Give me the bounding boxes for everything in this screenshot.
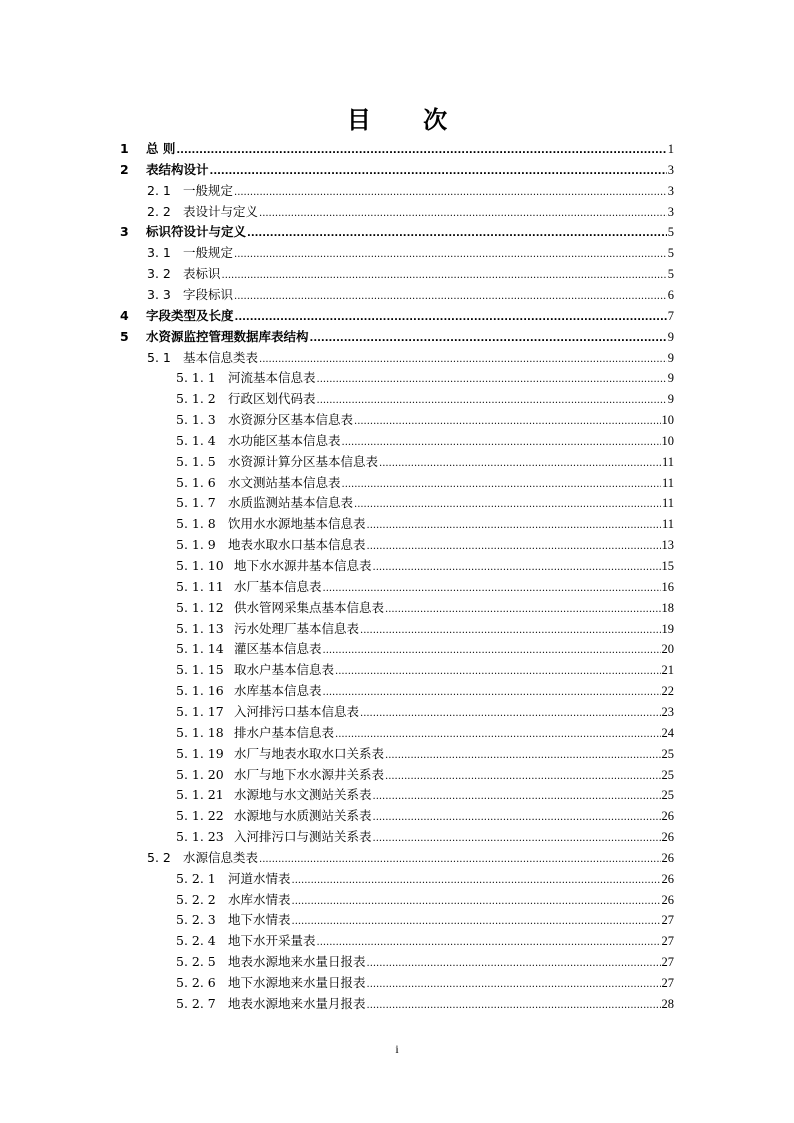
toc-entry-number: 5. 2. 7 [176, 995, 216, 1011]
toc-entry-number: 5. 1. 18 [176, 724, 224, 740]
toc-entry-number: 3. 1 [147, 245, 171, 261]
toc-entry-number: 5. 1. 8 [176, 516, 216, 532]
toc-leader-dots [342, 474, 661, 495]
toc-entry-page: 25 [661, 746, 674, 761]
toc-entry-number: 5. 1. 13 [176, 620, 224, 636]
toc-entry-label: 地表水源地来水量月报表 [228, 995, 366, 1011]
toc-entry-label: 水库水情表 [228, 891, 291, 907]
toc-entry-page: 16 [661, 579, 674, 594]
toc-entry[interactable] [176, 972, 674, 993]
toc-entry-number: 5. 1. 14 [176, 641, 224, 657]
toc-entry-label: 取水户基本信息表 [234, 662, 335, 678]
toc-leader-dots [379, 453, 661, 474]
toc-entry[interactable] [176, 597, 674, 618]
toc-entry-page: 26 [661, 830, 674, 845]
toc-entry-page: 9 [667, 371, 674, 386]
toc-entry[interactable] [147, 847, 674, 868]
toc-entry-page: 24 [661, 725, 674, 740]
toc-entry[interactable] [120, 326, 674, 347]
toc-leader-dots [385, 745, 660, 766]
toc-entry-page: 23 [661, 704, 674, 719]
toc-leader-dots [247, 223, 667, 244]
toc-entry-label: 标识符设计与定义 [146, 224, 247, 240]
toc-leader-dots [367, 536, 661, 557]
toc-entry-label: 表结构设计 [146, 161, 209, 177]
toc-title: 目 次 [346, 106, 470, 134]
toc-entry-page: 9 [667, 329, 674, 344]
toc-entry-number: 3. 2 [147, 266, 171, 282]
toc-entry[interactable] [176, 472, 674, 493]
toc-leader-dots [292, 911, 661, 932]
toc-entry-number: 5. 1. 21 [176, 787, 224, 803]
toc-entry-label: 水厂与地表水取水口关系表 [234, 745, 385, 761]
toc-leader-dots [176, 140, 666, 161]
toc-entry-page: 27 [661, 913, 674, 928]
toc-entry[interactable] [147, 242, 674, 263]
page-number: i [395, 1042, 399, 1056]
toc-entry[interactable] [176, 367, 674, 388]
toc-leader-dots [367, 974, 661, 995]
toc-entry-number: 5. 1. 19 [176, 745, 224, 761]
toc-entry-number: 5. 1. 22 [176, 808, 224, 824]
toc-leader-dots [292, 870, 661, 891]
toc-entry-label: 地下水水源井基本信息表 [234, 558, 372, 573]
toc-entry-number: 5 [120, 328, 129, 344]
toc-leader-dots [373, 828, 661, 849]
toc-entry-number: 2. 2 [147, 203, 171, 219]
toc-leader-dots [234, 182, 667, 203]
toc-entry[interactable] [176, 993, 674, 1014]
toc-entry[interactable] [176, 868, 674, 889]
toc-entry-page: 25 [661, 767, 674, 782]
toc-entry-page: 3 [667, 204, 674, 219]
toc-entry[interactable] [176, 889, 674, 910]
toc-entry[interactable] [176, 701, 674, 722]
toc-leader-dots [310, 328, 667, 349]
toc-entry[interactable] [176, 388, 674, 409]
toc-entry[interactable] [176, 805, 674, 826]
toc-entry-label: 水源地与水质测站关系表 [234, 808, 372, 824]
toc-entry-label: 水资源监控管理数据库表结构 [146, 328, 309, 344]
toc-entry-number: 5. 2. 3 [176, 912, 216, 928]
toc-entry[interactable] [147, 263, 674, 284]
toc-entry-label: 水库基本信息表 [234, 683, 322, 699]
toc-entry[interactable] [176, 722, 674, 743]
toc-leader-dots [259, 849, 660, 870]
toc-leader-dots [234, 244, 667, 265]
toc-entry-page: 11 [661, 517, 674, 532]
toc-entry-label: 地下水源地来水量日报表 [228, 975, 366, 990]
toc-entry[interactable] [120, 159, 674, 180]
toc-entry-label: 供水管网采集点基本信息表 [234, 599, 385, 615]
toc-entry-page: 1 [667, 142, 674, 156]
toc-entry-number: 5. 2. 5 [176, 954, 216, 970]
toc-entry-number: 3. 3 [147, 286, 171, 302]
toc-entry-label: 表标识 [183, 266, 221, 282]
toc-entry-page: 3 [667, 162, 674, 177]
toc-entry[interactable] [176, 680, 674, 701]
toc-entry[interactable] [176, 951, 674, 972]
toc-entry-page: 5 [667, 267, 674, 282]
toc-entry-page: 26 [661, 871, 674, 886]
toc-entry-number: 5. 1. 1 [176, 370, 216, 386]
toc-entry-number: 5. 1. 12 [176, 599, 224, 615]
toc-entry[interactable] [176, 555, 674, 576]
toc-entry-number: 5. 2. 6 [176, 975, 216, 990]
toc-entry-label: 饮用水水源地基本信息表 [228, 516, 366, 532]
toc-leader-dots [292, 891, 661, 912]
toc-leader-dots [373, 557, 661, 578]
toc-entry-page: 15 [661, 559, 674, 573]
toc-entry-page: 26 [661, 892, 674, 907]
toc-entry[interactable] [120, 305, 674, 326]
toc-entry-label: 入河排污口与测站关系表 [234, 829, 372, 845]
toc-entry-label: 灌区基本信息表 [234, 641, 322, 657]
toc-entry[interactable] [147, 347, 674, 368]
toc-entry[interactable] [176, 618, 674, 639]
toc-entry-page: 27 [661, 976, 674, 990]
toc-leader-dots [259, 349, 667, 370]
toc-entry-page: 5 [667, 225, 674, 240]
toc-entry-label: 水功能区基本信息表 [228, 432, 341, 448]
toc-entry-number: 5. 2. 1 [176, 870, 216, 886]
toc-entry[interactable] [176, 743, 674, 764]
toc-leader-dots [317, 932, 661, 953]
toc-entry-number: 5. 1. 20 [176, 766, 224, 782]
toc-leader-dots [367, 515, 661, 536]
toc-entry-page: 19 [661, 621, 674, 636]
toc-entry-label: 水厂与地下水水源井关系表 [234, 766, 385, 782]
toc-entry-page: 13 [661, 538, 674, 553]
toc-entry[interactable] [147, 180, 674, 201]
toc-entry-page: 9 [667, 392, 674, 407]
toc-leader-dots [354, 411, 660, 432]
toc-entry-page: 26 [661, 809, 674, 824]
toc-entry-label: 排水户基本信息表 [234, 724, 335, 740]
toc-entry-page: 28 [661, 996, 674, 1011]
toc-leader-dots [360, 703, 660, 724]
toc-leader-dots [317, 369, 667, 390]
toc-leader-dots [367, 953, 661, 974]
toc-entry-label: 水源信息类表 [183, 849, 259, 865]
toc-leader-dots [373, 786, 661, 807]
toc-entry-label: 地下水情表 [228, 912, 291, 928]
toc-entry-label: 地下水开采量表 [228, 933, 316, 949]
toc-entry[interactable] [176, 576, 674, 597]
toc-entry-number: 3 [120, 224, 129, 240]
toc-entry-number: 5. 1. 4 [176, 432, 216, 448]
toc-entry-label: 基本信息类表 [183, 349, 259, 365]
toc-leader-dots [335, 661, 660, 682]
toc-entry-label: 行政区划代码表 [228, 391, 316, 407]
toc-entry-number: 5. 1. 15 [176, 662, 224, 678]
toc-entry-page: 11 [661, 496, 674, 511]
toc-leader-dots [367, 995, 661, 1016]
toc-entry-number: 5. 1. 9 [176, 537, 216, 553]
toc-entry-label: 表设计与定义 [183, 203, 259, 219]
toc-entry-label: 地表水源地来水量日报表 [228, 954, 366, 970]
toc-leader-dots [342, 432, 661, 453]
toc-entry-label: 水厂基本信息表 [234, 578, 322, 594]
toc-entry-page: 22 [661, 684, 674, 699]
toc-leader-dots [323, 640, 661, 661]
toc-entry-number: 5. 1. 11 [176, 578, 224, 594]
toc-entry-label: 水源地与水文测站关系表 [234, 787, 372, 803]
toc-entry[interactable] [176, 451, 674, 472]
toc-entry-number: 5. 1. 3 [176, 412, 216, 428]
toc-leader-dots [222, 265, 667, 286]
toc-entry[interactable] [176, 409, 674, 430]
toc-entry-label: 总 则 [146, 141, 176, 156]
toc-entry-label: 入河排污口基本信息表 [234, 703, 360, 719]
toc-leader-dots [385, 599, 660, 620]
toc-leader-dots [335, 724, 660, 745]
toc-leader-dots [373, 807, 661, 828]
toc-leader-dots [385, 766, 660, 787]
toc-entry-label: 一般规定 [183, 182, 234, 198]
toc-entry-number: 1 [120, 141, 129, 156]
toc-leader-dots [317, 390, 667, 411]
toc-leader-dots [210, 161, 667, 182]
toc-leader-dots [234, 286, 667, 307]
toc-entry-page: 26 [661, 850, 674, 865]
toc-entry-number: 2. 1 [147, 182, 171, 198]
toc-entry-number: 5. 1. 7 [176, 495, 216, 511]
toc-entry-number: 5. 1. 10 [176, 558, 224, 573]
toc-entry[interactable] [176, 930, 674, 951]
toc-entry-page: 9 [667, 350, 674, 365]
toc-entry-number: 5. 1 [147, 349, 171, 365]
toc-entry-number: 5. 2. 2 [176, 891, 216, 907]
toc-entry-page: 6 [667, 287, 674, 302]
toc-entry-label: 地表水取水口基本信息表 [228, 537, 366, 553]
toc-entry-label: 水文测站基本信息表 [228, 474, 341, 490]
toc-entry-page: 11 [661, 454, 674, 469]
toc-entry[interactable] [176, 430, 674, 451]
toc-entry-page: 3 [667, 183, 674, 198]
toc-entry[interactable] [176, 513, 674, 534]
toc-leader-dots [323, 578, 661, 599]
toc-entry-page: 10 [661, 433, 674, 448]
toc-entry-page: 7 [667, 308, 674, 323]
toc-entry-page: 5 [667, 246, 674, 261]
toc-entry[interactable] [176, 492, 674, 513]
toc-entry-page: 10 [661, 413, 674, 428]
toc-entry-label: 河流基本信息表 [228, 370, 316, 386]
toc-entry-label: 河道水情表 [228, 870, 291, 886]
toc-entry-page: 25 [661, 788, 674, 803]
toc-entry[interactable] [147, 284, 674, 305]
toc-entry-page: 20 [661, 642, 674, 657]
toc-leader-dots [259, 203, 667, 224]
toc-entry-label: 水资源分区基本信息表 [228, 412, 354, 428]
toc-leader-dots [354, 494, 661, 515]
toc-entry-number: 5. 2 [147, 849, 171, 865]
toc-entry-label: 一般规定 [183, 245, 234, 261]
toc-entry[interactable] [176, 638, 674, 659]
toc-entry-number: 5. 1. 5 [176, 453, 216, 469]
toc-leader-dots [323, 682, 661, 703]
toc-entry-label: 字段类型及长度 [146, 307, 234, 323]
toc-entry-number: 2 [120, 161, 129, 177]
toc-entry-label: 污水处理厂基本信息表 [234, 620, 360, 636]
toc-entry[interactable] [176, 784, 674, 805]
toc-entry-number: 4 [120, 307, 129, 323]
toc-entry-page: 11 [661, 475, 674, 490]
toc-entry-page: 18 [661, 600, 674, 615]
toc-entry-number: 5. 1. 2 [176, 391, 216, 407]
toc-entry[interactable] [176, 909, 674, 930]
toc-entry[interactable] [120, 221, 674, 242]
toc-entry-number: 5. 1. 6 [176, 474, 216, 490]
toc-leader-dots [235, 307, 667, 328]
toc-entry[interactable] [176, 659, 674, 680]
toc-entry[interactable] [176, 826, 674, 847]
toc-entry-number: 5. 1. 16 [176, 683, 224, 699]
toc-entry[interactable] [176, 764, 674, 785]
toc-entry-number: 5. 2. 4 [176, 933, 216, 949]
toc-entry-number: 5. 1. 23 [176, 829, 224, 845]
toc-entry-label: 水质监测站基本信息表 [228, 495, 354, 511]
toc-entry[interactable] [120, 138, 674, 159]
toc-leader-dots [360, 620, 660, 641]
toc-entry[interactable] [176, 534, 674, 555]
toc-entry-label: 字段标识 [183, 286, 234, 302]
toc-entry-page: 27 [661, 934, 674, 949]
toc-entry-number: 5. 1. 17 [176, 703, 224, 719]
toc-entry[interactable] [147, 201, 674, 222]
toc-entry-page: 27 [661, 955, 674, 970]
toc-entry-label: 水资源计算分区基本信息表 [228, 453, 379, 469]
toc-entry-page: 21 [661, 663, 674, 678]
